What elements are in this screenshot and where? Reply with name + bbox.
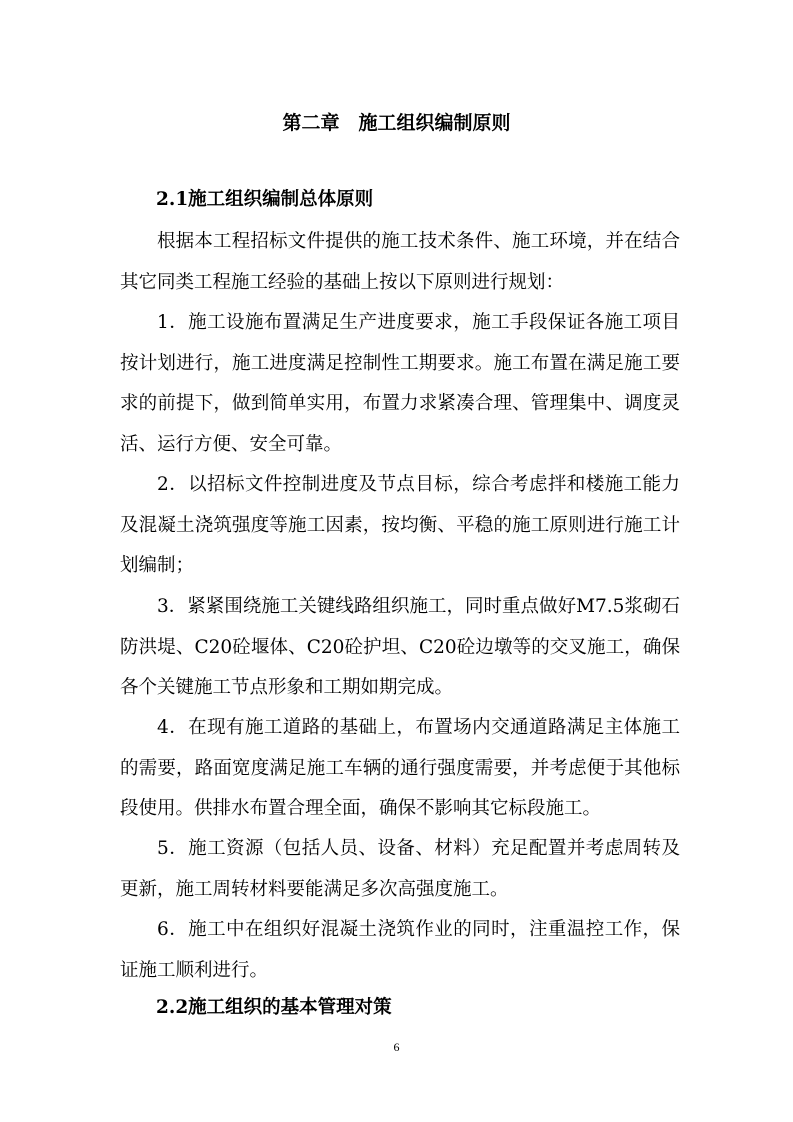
paragraph-principle-5: 5．施工资源（包括人员、设备、材料）充足配置并考虑周转及更新，施工周转材料要能满足多次高强度施工。 <box>120 838 680 900</box>
paragraph-principle-3: 3．紧紧围绕施工关键线路组织施工，同时重点做好M7.5浆砌石防洪堤、C20砼堰体、C20砼护坦、C20砼边墩等的交叉施工，确保各个关键施工节点形象和工期如期完成。 <box>120 596 680 698</box>
paragraph-principle-1: 1．施工设施布置满足生产进度要求，施工手段保证各施工项目按计划进行，施工进度满足控制性工期要求。施工布置在满足施工要求的前提下，做到简单实用，布置力求紧凑合理、管理集中、调度灵活、运行方便、安全可靠。 <box>120 312 680 455</box>
section-heading-2-1: 2.1施工组织编制总体原则 <box>156 189 374 210</box>
chapter-title: 第二章 施工组织编制原则 <box>282 112 511 134</box>
paragraph-intro: 根据本工程招标文件提供的施工技术条件、施工环境，并在结合其它同类工程施工经验的基础上按以下原则进行规划： <box>120 231 680 293</box>
paragraph-principle-4: 4．在现有施工道路的基础上，布置场内交通道路满足主体施工的需要，路面宽度满足施工车辆的通行强度需要，并考虑便于其他标段使用。供排水布置合理全面，确保不影响其它标段施工。 <box>120 717 680 819</box>
paragraph-principle-6: 6．施工中在组织好混凝土浇筑作业的同时，注重温控工作，保证施工顺利进行。 <box>120 919 680 981</box>
section-heading-2-2: 2.2施工组织的基本管理对策 <box>156 997 392 1018</box>
page-number: 6 <box>393 1040 400 1054</box>
paragraph-principle-2: 2．以招标文件控制进度及节点目标，综合考虑拌和楼施工能力及混凝土浇筑强度等施工因素，按均衡、平稳的施工原则进行施工计划编制； <box>120 474 680 576</box>
